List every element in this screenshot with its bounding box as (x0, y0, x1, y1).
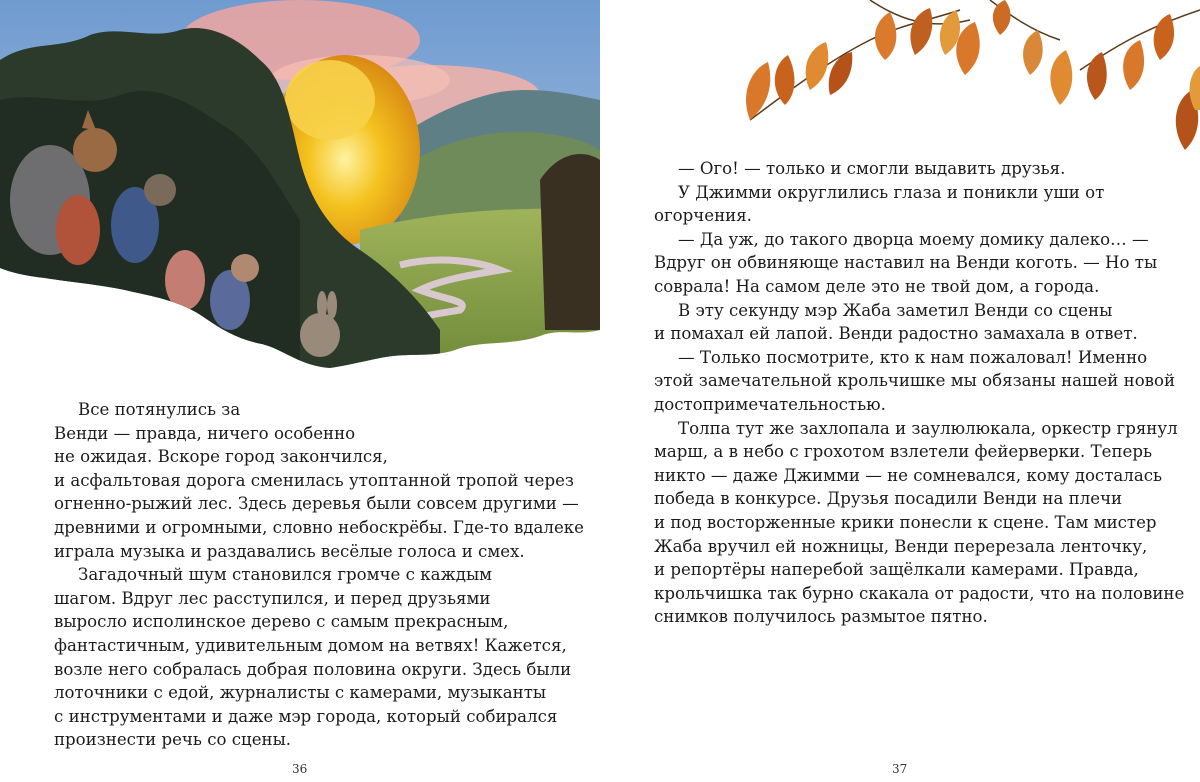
text-line: с инструментами и даже мэр города, который собирался (54, 706, 558, 726)
text-line: этой замечательной крольчишке мы обязаны нашей новой (654, 371, 1176, 391)
text-line: Загадочный шум становился громче с каждым (78, 565, 493, 585)
text-line: Вдруг он обвиняюще наставил на Венди коготь. — Но ты (654, 253, 1158, 273)
text-line: снимков получилось размытое пятно. (654, 607, 988, 627)
right-page-text (654, 157, 1184, 629)
forest-illustration (0, 0, 600, 370)
text-line: и под восторженные крики понесли к сцене. Там мистер (654, 512, 1157, 532)
text-line: древними и огромными, словно небоскрёбы. Где-то вдалеке (54, 517, 584, 537)
text-line: победа в конкурсе. Друзья посадили Венди на плечи (654, 489, 1123, 509)
text-line: достопримечательностью. (654, 394, 886, 414)
autumn-leaves-illustration (730, 0, 1200, 170)
text-line: Венди — правда, ничего особенно (54, 423, 356, 443)
text-line: и помахал ей лапой. Венди радостно замахала в ответ. (654, 324, 1138, 344)
text-line: соврала! На самом деле это не твой дом, а города. (654, 276, 1100, 296)
text-line: не ожидая. Вскоре город закончился, (54, 447, 388, 467)
page-number: 36 (292, 762, 308, 776)
text-line: крольчишка так бурно скакала от радости, что на половине (654, 583, 1185, 603)
text-line: В эту секунду мэр Жаба заметил Венди со сцены (678, 300, 1113, 320)
left-page-text (54, 398, 584, 752)
right-page (600, 0, 1200, 782)
text-line: шагом. Вдруг лес расступился, и перед друзьями (54, 588, 491, 608)
text-line: никто — даже Джимми — не сомневался, кому досталась (654, 465, 1163, 485)
text-line: Толпа тут же захлопала и заулюлюкала, оркестр грянул (678, 418, 1178, 438)
text-line: — Ого! — только и смогли выдавить друзья. (678, 159, 1066, 178)
text-line: огненно-рыжий лес. Здесь деревья были совсем другими — (54, 494, 579, 514)
text-line: играла музыка и раздавались весёлые голоса и смех. (54, 541, 525, 561)
text-line: лоточники с едой, журналисты с камерами, музыканты (54, 683, 547, 703)
text-line: и репортёры наперебой защёлкали камерами. Правда, (654, 560, 1139, 580)
text-line: произнести речь со сцены. (54, 730, 292, 750)
text-line: Жаба вручил ей ножницы, Венди перерезала ленточку, (654, 536, 1148, 556)
text-line: марш, а в небо с грохотом взлетели фейерверки. Теперь (654, 442, 1153, 462)
text-line: возле него собралась добрая половина округи. Здесь были (54, 659, 572, 679)
text-line: У Джимми округлились глаза и поникли уши от (678, 182, 1105, 202)
text-line: — Да уж, до такого дворца моему домику далеко… — (678, 229, 1149, 249)
text-line: огорчения. (654, 206, 752, 226)
text-line: выросло исполинское дерево с самым прекрасным, (54, 612, 509, 632)
text-line: Все потянулись за (78, 400, 241, 419)
page-number: 37 (892, 762, 908, 776)
text-line: — Только посмотрите, кто к нам пожаловал! Именно (678, 347, 1148, 367)
text-line: фантастичным, удивительным домом на ветвях! Кажется, (54, 635, 567, 655)
text-line: и асфальтовая дорога сменилась утоптанной тропой через (54, 470, 574, 490)
